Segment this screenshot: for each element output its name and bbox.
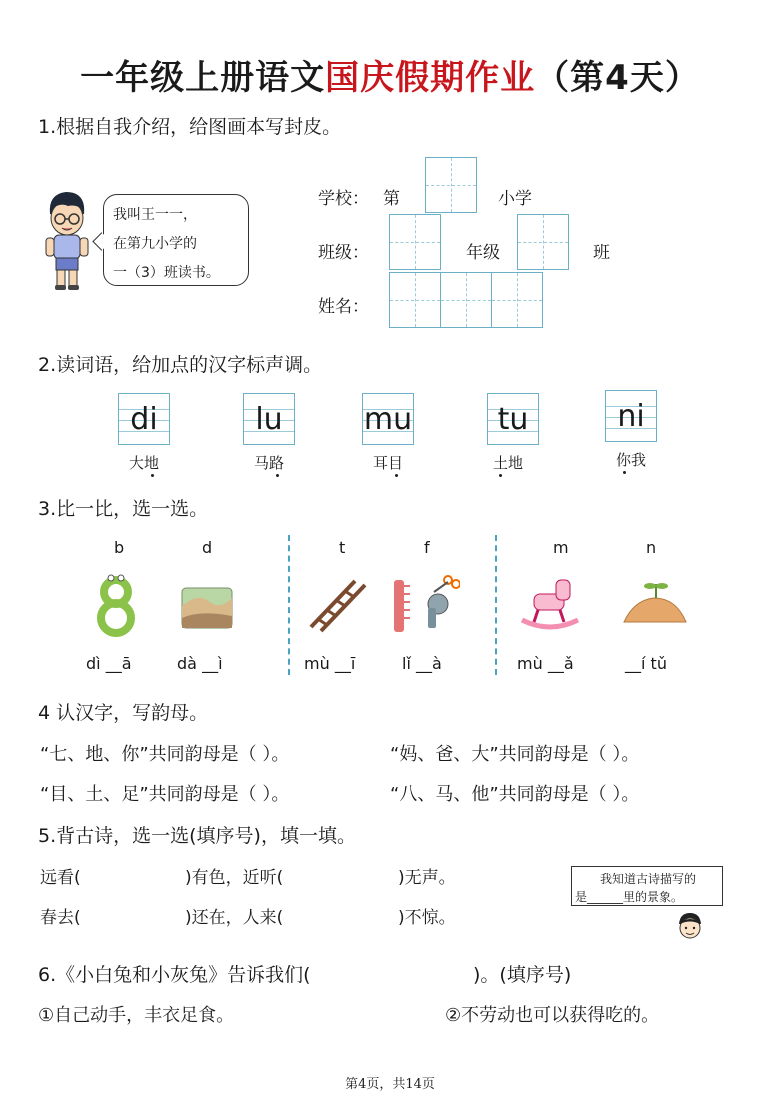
title-suffix: （第4天） bbox=[535, 58, 700, 98]
fill-syllable: tǔ bbox=[650, 654, 667, 673]
option-1-text: 自己动手，丰衣足食。 bbox=[54, 1005, 235, 1026]
q2-heading: 2.读词语，给加点的汉字标声调。 bbox=[38, 354, 323, 376]
q4-line-1b: “妈、爸、大”共同韵母是（ ）。 bbox=[390, 744, 640, 765]
q6-heading-end: )。(填序号) bbox=[473, 964, 572, 986]
school-label: 学校： bbox=[318, 189, 369, 209]
boy-illustration bbox=[38, 188, 94, 292]
pinyin-word-3: 耳目 bbox=[372, 454, 403, 472]
q6-option-1[interactable] bbox=[38, 1001, 234, 1027]
note-line-1: 我知道古诗描写的 bbox=[600, 872, 697, 886]
title-black: 一年级上册语文 bbox=[80, 58, 326, 98]
q3-heading: 3.比一比，选一选。 bbox=[38, 498, 209, 520]
bubble-line-3: 一（3）班读书。 bbox=[113, 265, 220, 281]
school-di: 第 bbox=[383, 189, 400, 209]
option-1-number: ① bbox=[38, 1005, 55, 1026]
pinyin-box-4[interactable] bbox=[487, 393, 539, 445]
pinyin-word-1: 大地 bbox=[128, 454, 159, 472]
q6-option-2[interactable] bbox=[445, 1001, 659, 1027]
comb-hairdryer-scissors-icon bbox=[390, 572, 460, 636]
emphasis-dot bbox=[499, 474, 502, 477]
fill-t-word bbox=[304, 654, 355, 673]
thinking-child-icon bbox=[676, 912, 704, 942]
grade-box[interactable] bbox=[389, 214, 441, 270]
fill-b-word bbox=[86, 654, 132, 673]
soil-sprout-icon bbox=[620, 580, 690, 626]
letter-d: d bbox=[202, 538, 213, 557]
letter-m: m bbox=[553, 538, 569, 557]
fill-blank[interactable]: __à bbox=[415, 654, 442, 673]
option-2-number: ② bbox=[445, 1005, 462, 1026]
name-label: 姓名： bbox=[318, 297, 369, 317]
fill-n-word bbox=[625, 654, 667, 673]
class-number-box[interactable] bbox=[517, 214, 569, 270]
title-red: 国庆假期作业 bbox=[325, 58, 536, 98]
fill-syllable: dà bbox=[177, 654, 197, 673]
name-box-3[interactable] bbox=[491, 272, 543, 328]
number-eight-icon bbox=[96, 572, 136, 640]
ladder-icon bbox=[305, 575, 371, 633]
q4-line-1a: “七、地、你”共同韵母是（ ）。 bbox=[40, 744, 290, 765]
pinyin-word-2: 马路 bbox=[253, 454, 284, 472]
rocking-horse-icon bbox=[518, 572, 582, 632]
fill-syllable: mù bbox=[517, 654, 543, 673]
fill-m-word bbox=[517, 654, 574, 673]
fill-blank[interactable]: __ī bbox=[334, 654, 356, 673]
fill-f-word bbox=[402, 654, 442, 673]
q5-line-2a: 春去( bbox=[40, 908, 81, 928]
fill-blank[interactable]: __ì bbox=[202, 654, 223, 673]
q6-heading: 6.《小白兔和小灰兔》告诉我们( bbox=[38, 964, 311, 986]
q5-line-2b: )还在，人来( bbox=[185, 908, 284, 928]
pinyin-word-5: 你我 bbox=[615, 451, 646, 469]
grade-label: 年级 bbox=[466, 243, 500, 263]
fill-syllable: mù bbox=[304, 654, 330, 673]
divider-1 bbox=[288, 535, 290, 675]
name-box-2[interactable] bbox=[440, 272, 492, 328]
name-box-1[interactable] bbox=[389, 272, 441, 328]
pinyin-text: ni bbox=[617, 399, 645, 434]
letter-b: b bbox=[114, 538, 125, 557]
q4-heading: 4 认汉字，写韵母。 bbox=[38, 702, 209, 724]
q5-heading: 5.背古诗，选一选(填序号)，填一填。 bbox=[38, 825, 356, 847]
pinyin-text: tu bbox=[497, 402, 529, 437]
pinyin-text: di bbox=[130, 402, 158, 437]
note-line-2: 是______里的景象。 bbox=[575, 890, 684, 904]
bubble-line-2: 在第九小学的 bbox=[113, 236, 197, 252]
bubble-line-1: 我叫王一一， bbox=[113, 207, 197, 223]
q4-line-2a: “目、土、足”共同韵母是（ ）。 bbox=[40, 784, 290, 805]
page-title bbox=[0, 50, 780, 99]
emphasis-dot bbox=[151, 474, 154, 477]
fill-blank[interactable]: __ā bbox=[105, 654, 132, 673]
emphasis-dot bbox=[623, 471, 626, 474]
pinyin-text: lu bbox=[255, 402, 283, 437]
pinyin-box-2[interactable] bbox=[243, 393, 295, 445]
land-terrain-icon bbox=[180, 584, 234, 632]
letter-f: f bbox=[424, 538, 430, 557]
fill-syllable: lǐ bbox=[402, 654, 411, 673]
emphasis-dot bbox=[395, 474, 398, 477]
divider-2 bbox=[495, 535, 497, 675]
letter-n: n bbox=[646, 538, 657, 557]
class-suffix: 班 bbox=[593, 243, 610, 263]
emphasis-dot bbox=[276, 474, 279, 477]
fill-syllable: dì bbox=[86, 654, 101, 673]
letter-t: t bbox=[339, 538, 346, 557]
pinyin-word-4: 土地 bbox=[492, 454, 523, 472]
q1-heading: 1.根据自我介绍，给图画本写封皮。 bbox=[38, 116, 342, 138]
pinyin-box-1[interactable] bbox=[118, 393, 170, 445]
fill-blank[interactable]: __ǎ bbox=[547, 654, 574, 673]
q5-line-1a: 远看( bbox=[40, 868, 81, 888]
fill-blank[interactable]: __í bbox=[625, 654, 646, 673]
page-number-footer: 第4页，共14页 bbox=[345, 1077, 435, 1092]
pinyin-box-3[interactable] bbox=[362, 393, 414, 445]
option-2-text: 不劳动也可以获得吃的。 bbox=[461, 1005, 660, 1026]
pinyin-text: mu bbox=[363, 402, 413, 437]
class-label: 班级： bbox=[318, 243, 369, 263]
q5-line-2c: )不惊。 bbox=[398, 908, 456, 928]
pinyin-box-5[interactable] bbox=[605, 390, 657, 442]
q4-line-2b: “八、马、他”共同韵母是（ ）。 bbox=[390, 784, 640, 805]
q5-line-1c: )无声。 bbox=[398, 868, 456, 888]
school-number-box[interactable] bbox=[425, 157, 477, 213]
fill-d-word bbox=[177, 654, 223, 673]
school-suffix: 小学 bbox=[498, 189, 532, 209]
q5-line-1b: )有色，近听( bbox=[185, 868, 284, 888]
